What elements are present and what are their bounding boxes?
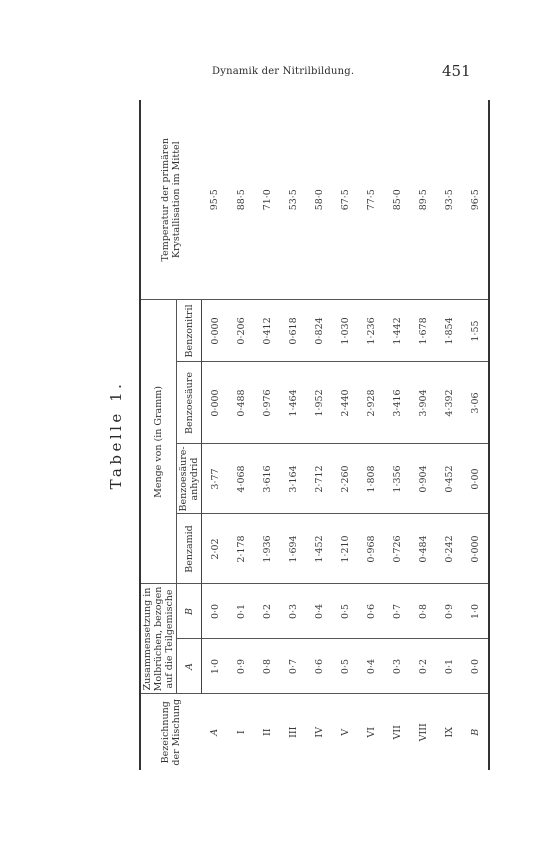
- cell-benzamid: 0·726: [384, 514, 410, 584]
- cell-b: 0·7: [384, 584, 410, 639]
- cell-b: 0·5: [332, 584, 358, 639]
- cell-benzoesaeure: 3·06: [462, 362, 489, 444]
- table-row: [280, 100, 306, 770]
- cell-anhydrid: 3·77: [202, 444, 229, 514]
- cell-benzoesaeure: 4·392: [436, 362, 462, 444]
- cell-a: 0·7: [280, 639, 306, 694]
- cell-anhydrid: 0·00: [462, 444, 489, 514]
- cell-a: 0·1: [436, 639, 462, 694]
- header-composition: Zusammensetzung in Molbrüchen, bezogen auf die Teilgemische: [140, 584, 177, 694]
- cell-anhydrid: 3·616: [254, 444, 280, 514]
- table-row: [436, 100, 462, 770]
- cell-b: 0·4: [306, 584, 332, 639]
- row-label: VI: [365, 726, 377, 738]
- header-benzonitril: Benzonitril: [177, 300, 202, 362]
- cell-a: 0·6: [306, 639, 332, 694]
- cell-benzonitril: 1·678: [410, 300, 436, 362]
- cell-benzamid: 0·000: [462, 514, 489, 584]
- cell-anhydrid: 0·452: [436, 444, 462, 514]
- page-header: [0, 62, 547, 86]
- cell-benzonitril: 0·412: [254, 300, 280, 362]
- cell-benzoesaeure: 0·000: [202, 362, 229, 444]
- header-temperature: Temperatur der primären Krystallisation im Mittel: [140, 100, 202, 300]
- cell-anhydrid: 1·356: [384, 444, 410, 514]
- row-label: VII: [391, 725, 403, 740]
- cell-benzoesaeure: 1·952: [306, 362, 332, 444]
- table-row: [462, 100, 489, 770]
- table-row: [202, 100, 229, 770]
- row-label: A: [209, 728, 221, 736]
- cell-benzamid: 0·968: [358, 514, 384, 584]
- header-benzamid: Benzamid: [177, 514, 202, 584]
- cell-b: 0·2: [254, 584, 280, 639]
- cell-temperature: 77·5: [358, 100, 384, 300]
- header-designation: Bezeichnung der Mischung: [140, 694, 202, 770]
- cell-benzonitril: 0·000: [202, 300, 229, 362]
- data-table: [139, 100, 490, 770]
- cell-a: 0·3: [384, 639, 410, 694]
- header-anhydrid: Benzoesäure-anhydrid: [177, 444, 202, 514]
- cell-temperature: 88·5: [228, 100, 254, 300]
- row-label: B: [462, 694, 489, 770]
- cell-b: 0·8: [410, 584, 436, 639]
- cell-benzoesaeure: 3·416: [384, 362, 410, 444]
- cell-anhydrid: 4·068: [228, 444, 254, 514]
- cell-temperature: 93·5: [436, 100, 462, 300]
- table-row: [358, 100, 384, 770]
- cell-temperature: 71·0: [254, 100, 280, 300]
- cell-a: 0·2: [410, 639, 436, 694]
- cell-temperature: 58·0: [306, 100, 332, 300]
- page-number: 451: [442, 62, 471, 80]
- table-row: [384, 100, 410, 770]
- cell-b: 0·0: [202, 584, 229, 639]
- cell-a: 0·9: [228, 639, 254, 694]
- cell-benzoesaeure: 0·488: [228, 362, 254, 444]
- cell-benzoesaeure: 3·904: [410, 362, 436, 444]
- cell-anhydrid: 0·904: [410, 444, 436, 514]
- header-benzoesaeure: Benzoesäure: [177, 362, 202, 444]
- cell-benzonitril: 1·55: [462, 300, 489, 362]
- header-amount: Menge von (in Gramm): [140, 300, 177, 584]
- cell-benzonitril: 1·442: [384, 300, 410, 362]
- cell-benzamid: 1·210: [332, 514, 358, 584]
- table-row: [254, 100, 280, 770]
- cell-a: 0·0: [462, 639, 489, 694]
- cell-benzamid: 1·694: [280, 514, 306, 584]
- cell-benzamid: 2·178: [228, 514, 254, 584]
- header-col-a: A: [177, 639, 202, 694]
- cell-benzamid: 1·452: [306, 514, 332, 584]
- running-head: Dynamik der Nitrilbildung.: [212, 66, 355, 77]
- cell-a: 1·0: [202, 639, 229, 694]
- cell-benzamid: 0·242: [436, 514, 462, 584]
- cell-benzonitril: 1·030: [332, 300, 358, 362]
- cell-benzonitril: 0·824: [306, 300, 332, 362]
- row-label: IV: [313, 726, 325, 738]
- cell-anhydrid: 1·808: [358, 444, 384, 514]
- table-caption: Tabelle 1.: [107, 380, 125, 490]
- cell-anhydrid: 3·164: [280, 444, 306, 514]
- cell-anhydrid: 2·712: [306, 444, 332, 514]
- header-col-b: B: [177, 584, 202, 639]
- row-label: III: [287, 726, 299, 738]
- cell-temperature: 89·5: [410, 100, 436, 300]
- cell-temperature: 95·5: [202, 100, 229, 300]
- cell-b: 1·0: [462, 584, 489, 639]
- cell-anhydrid: 2·260: [332, 444, 358, 514]
- cell-benzoesaeure: 2·928: [358, 362, 384, 444]
- cell-b: 0·1: [228, 584, 254, 639]
- cell-benzamid: 1·936: [254, 514, 280, 584]
- cell-b: 0·9: [436, 584, 462, 639]
- row-label: IX: [443, 726, 455, 738]
- cell-benzamid: 0·484: [410, 514, 436, 584]
- cell-a: 0·8: [254, 639, 280, 694]
- table-row: [228, 100, 254, 770]
- cell-benzoesaeure: 2·440: [332, 362, 358, 444]
- row-label: V: [339, 728, 351, 736]
- table-row: [306, 100, 332, 770]
- cell-a: 0·4: [358, 639, 384, 694]
- cell-temperature: 85·0: [384, 100, 410, 300]
- cell-temperature: 67·5: [332, 100, 358, 300]
- cell-benzoesaeure: 1·464: [280, 362, 306, 444]
- cell-a: 0·5: [332, 639, 358, 694]
- cell-benzonitril: 1·236: [358, 300, 384, 362]
- table-body: [202, 100, 490, 770]
- rotated-table-block: [103, 100, 481, 770]
- cell-temperature: 96·5: [462, 100, 489, 300]
- row-label: VIII: [417, 723, 429, 742]
- cell-benzonitril: 0·618: [280, 300, 306, 362]
- cell-benzonitril: 1·854: [436, 300, 462, 362]
- cell-benzoesaeure: 0·976: [254, 362, 280, 444]
- row-label: I: [235, 730, 247, 735]
- cell-temperature: 53·5: [280, 100, 306, 300]
- cell-benzamid: 2·02: [202, 514, 229, 584]
- cell-b: 0·6: [358, 584, 384, 639]
- cell-b: 0·3: [280, 584, 306, 639]
- table-row: [410, 100, 436, 770]
- row-label: II: [261, 728, 273, 737]
- table-row: [332, 100, 358, 770]
- cell-benzonitril: 0·206: [228, 300, 254, 362]
